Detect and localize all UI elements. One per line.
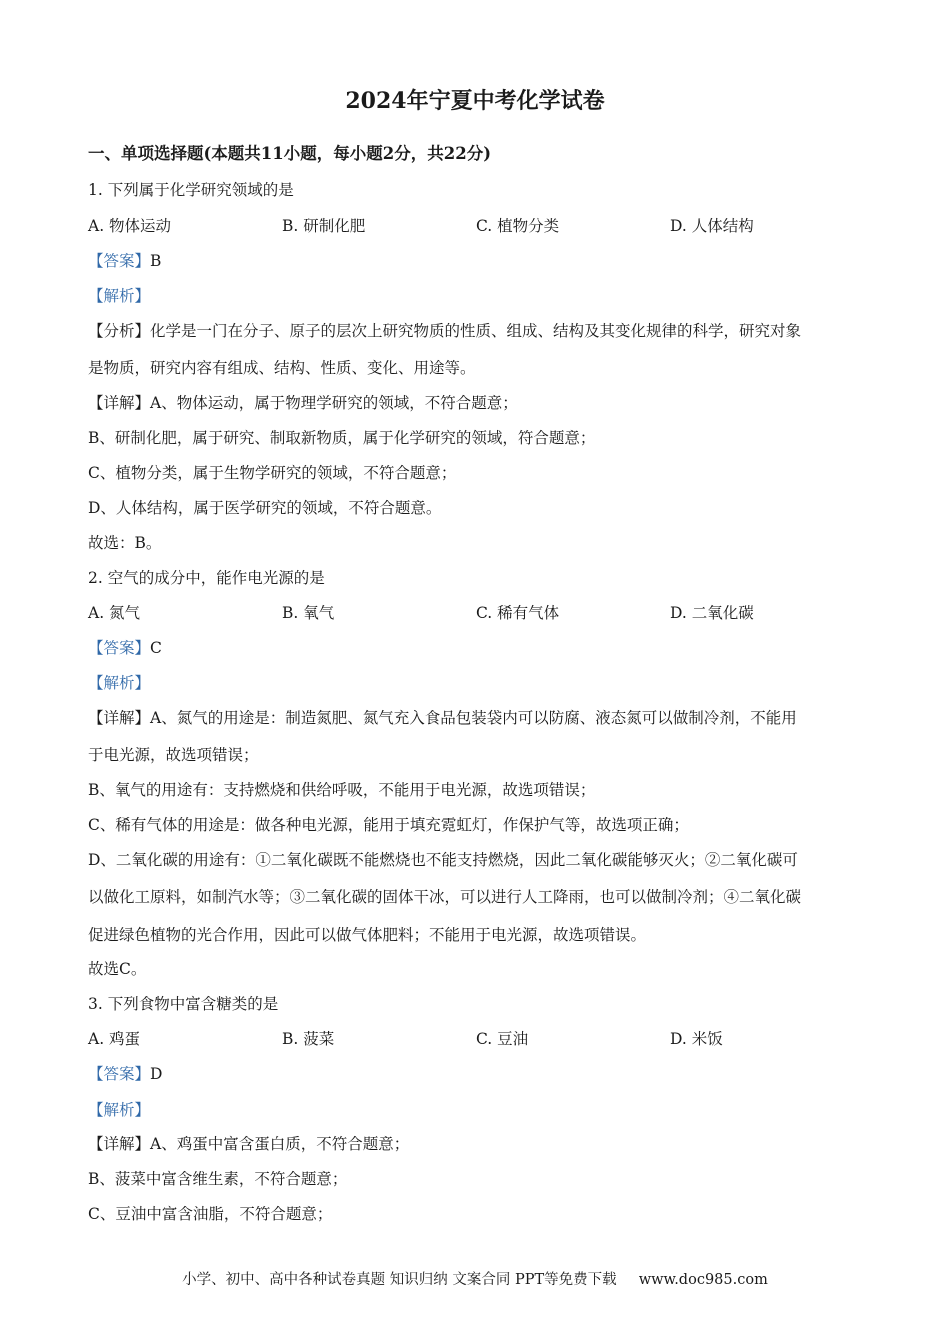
q1-option-c: C. 植物分类 <box>476 217 560 235</box>
detail-text: A、氮气的用途是：制造氮肥、氮气充入食品包装袋内可以防腐、液态氮可以做制冷剂，不能用 <box>150 709 797 727</box>
q2-detail-line-5: D、二氧化碳的用途有：①二氧化碳既不能燃烧也不能支持燃烧，因此二氧化碳能够灭火；②二氧化碳可 <box>88 851 798 869</box>
q2-detail-line-6: 以做化工原料，如制汽水等；③二氧化碳的固体干冰，可以进行人工降雨，也可以做制冷剂；④二氧化碳 <box>88 888 802 906</box>
answer-value: D <box>150 1065 163 1083</box>
answer-tag: 【答案】 <box>88 1065 151 1083</box>
q2-option-d: D. 二氧化碳 <box>670 604 754 622</box>
answer-value: B <box>150 252 162 270</box>
q3-option-c: C. 豆油 <box>476 1030 529 1048</box>
detail-text: A、物体运动，属于物理学研究的领域，不符合题意； <box>150 394 518 412</box>
q2-answer <box>88 636 162 658</box>
q2-option-a: A. 氮气 <box>88 604 141 622</box>
q3-detail-line-2: B、菠菜中富含维生素，不符合题意； <box>88 1170 348 1188</box>
q1-detail-line-4: D、人体结构，属于医学研究的领域，不符合题意。 <box>88 499 442 517</box>
answer-tag: 【答案】 <box>88 639 151 657</box>
q2-detail-line-2: 于电光源，故选项错误； <box>88 746 259 764</box>
q1-detail-line-3: C、植物分类，属于生物学研究的领域，不符合题意； <box>88 464 457 482</box>
q3-detail-line-3: C、豆油中富含油脂，不符合题意； <box>88 1205 333 1223</box>
q1-analysis-tag: 【解析】 <box>88 287 151 305</box>
q3-option-d: D. 米饭 <box>670 1030 723 1048</box>
q3-option-b: B. 菠菜 <box>282 1030 335 1048</box>
question-3-stem: 3. 下列食物中富含糖类的是 <box>88 995 279 1013</box>
answer-value: C <box>150 639 162 657</box>
q1-option-b: B. 研制化肥 <box>282 217 366 235</box>
detail-tag: 【详解】 <box>88 1135 151 1153</box>
q1-option-a: A. 物体运动 <box>88 217 172 235</box>
detail-text: A、鸡蛋中富含蛋白质，不符合题意； <box>150 1135 410 1153</box>
q2-option-b: B. 氧气 <box>282 604 335 622</box>
question-1-stem: 1. 下列属于化学研究领域的是 <box>88 181 294 199</box>
question-2-stem: 2. 空气的成分中，能作电光源的是 <box>88 569 325 587</box>
q2-detail-line-7: 促进绿色植物的光合作用，因此可以做气体肥料；不能用于电光源，故选项错误。 <box>88 926 647 944</box>
q2-analysis-tag: 【解析】 <box>88 674 151 692</box>
q1-answer <box>88 249 161 271</box>
q3-option-a: A. 鸡蛋 <box>88 1030 141 1048</box>
page-footer <box>0 1268 950 1289</box>
q1-detail-line-2: B、研制化肥，属于研究、制取新物质，属于化学研究的领域，符合题意； <box>88 429 596 447</box>
footer-text: 小学、初中、高中各种试卷真题 知识归纳 文案合同 PPT等免费下载 <box>182 1272 617 1288</box>
page-title: 2024年宁夏中考化学试卷 <box>345 88 605 114</box>
q1-fenxi-line-1 <box>88 319 801 341</box>
q3-detail-line-1 <box>88 1132 409 1154</box>
q1-fenxi-line-2: 是物质，研究内容有组成、结构、性质、变化、用途等。 <box>88 359 476 377</box>
fenxi-tag: 【分析】 <box>88 322 151 340</box>
detail-tag: 【详解】 <box>88 709 151 727</box>
q2-detail-line-4: C、稀有气体的用途是：做各种电光源，能用于填充霓虹灯，作保护气等，故选项正确； <box>88 816 689 834</box>
answer-tag: 【答案】 <box>88 252 151 270</box>
fenxi-text: 化学是一门在分子、原子的层次上研究物质的性质、组成、结构及其变化规律的科学，研究对象 <box>150 322 802 340</box>
footer-site-link[interactable]: www.doc985.com <box>638 1272 768 1288</box>
section-heading: 一、单项选择题(本题共11小题，每小题2分，共22分) <box>88 144 492 163</box>
q1-option-d: D. 人体结构 <box>670 217 754 235</box>
q2-detail-line-3: B、氧气的用途有：支持燃烧和供给呼吸，不能用于电光源，故选项错误； <box>88 781 596 799</box>
q2-option-c: C. 稀有气体 <box>476 604 560 622</box>
q3-answer <box>88 1062 162 1084</box>
q1-conclusion: 故选：B。 <box>88 534 162 552</box>
q2-detail-line-1 <box>88 706 797 728</box>
q1-detail-line-1 <box>88 391 518 413</box>
q3-analysis-tag: 【解析】 <box>88 1101 151 1119</box>
detail-tag: 【详解】 <box>88 394 151 412</box>
q2-conclusion: 故选C。 <box>88 960 147 978</box>
